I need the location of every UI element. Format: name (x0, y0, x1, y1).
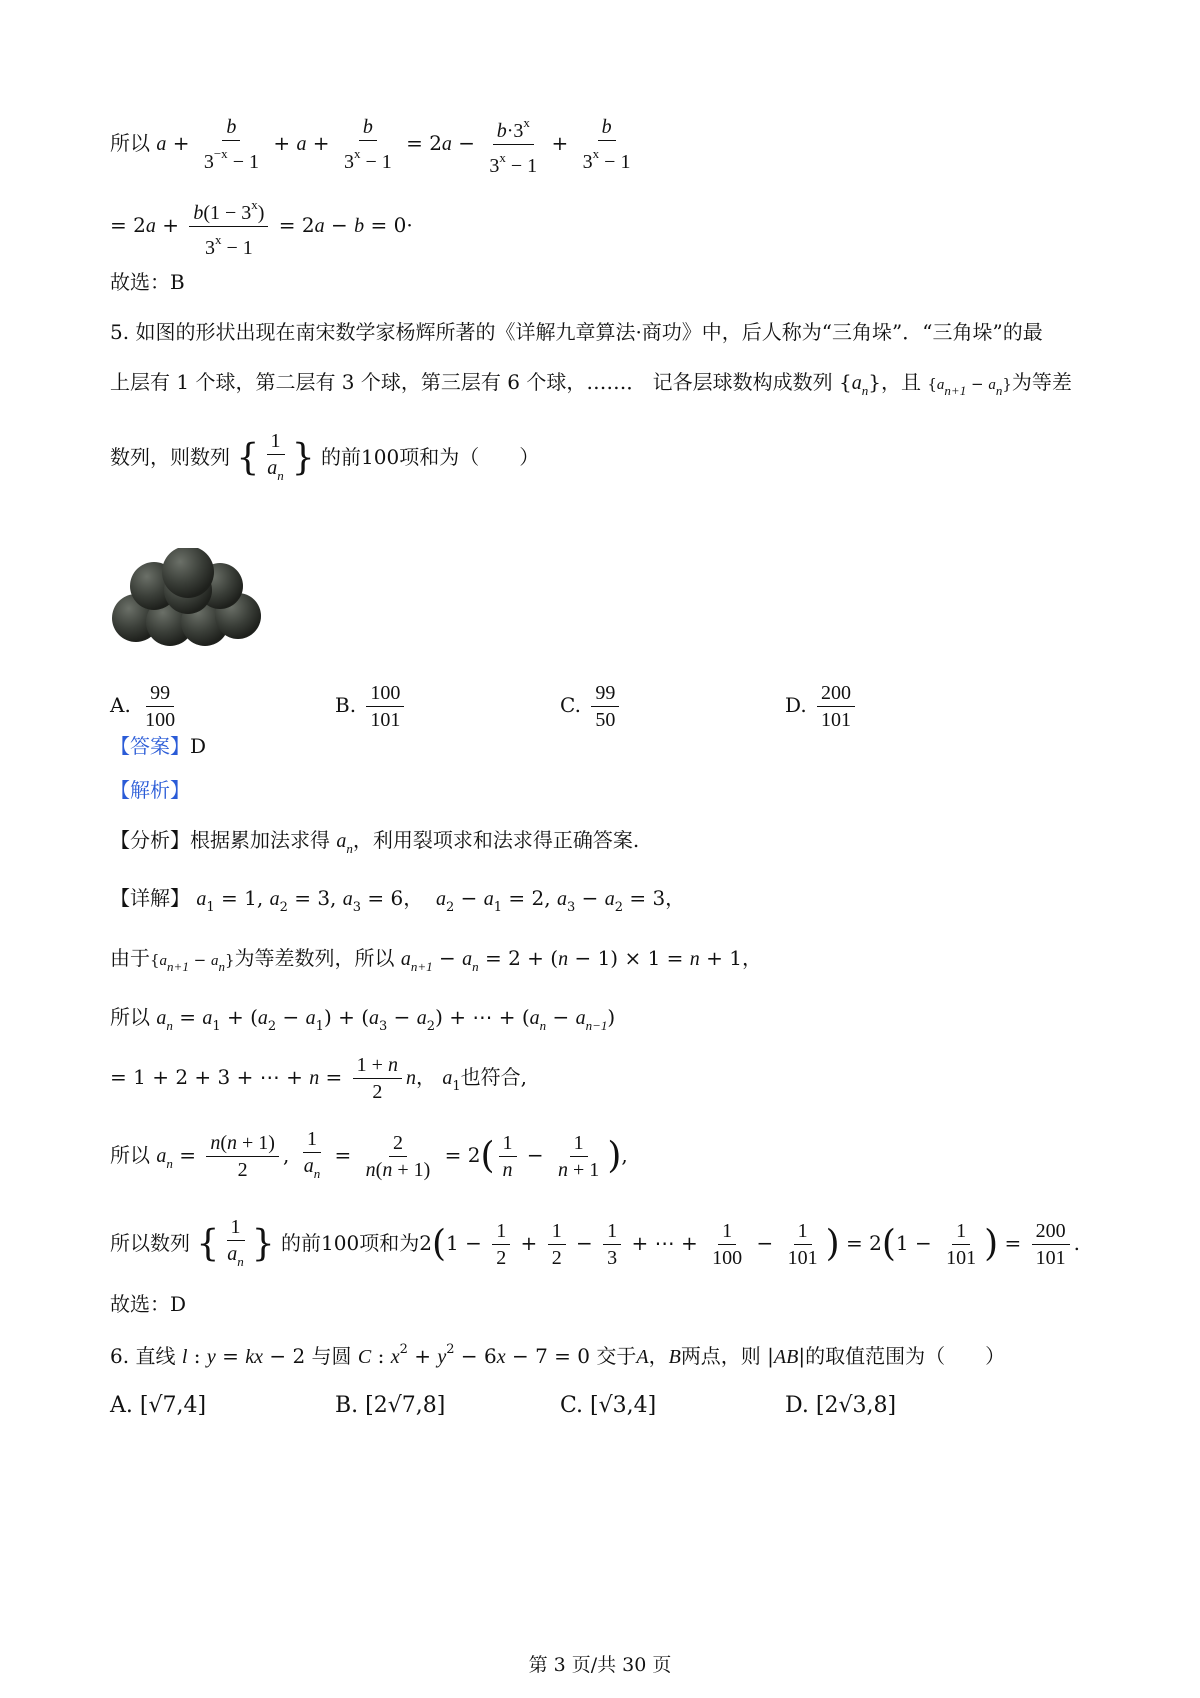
option-6d[interactable] (785, 1392, 896, 1420)
text: 【详解】 (110, 886, 190, 910)
denominator: 101 (370, 709, 401, 731)
option-c[interactable] (560, 680, 623, 733)
formula-line-2: = 2a + $\frac{b(1 - 3^x)}{3^x - 1}$ = 2a − b = 0· (110, 192, 413, 261)
sum-result-line: 所以数列 { $\frac{1}{a_n}$ } 的前100项和为2(1 − $\frac{1}{2}$ + $\frac{1}{2}$ − $\frac{1}{3}$ + ⋯ + $\frac{1}{100}$ − $\frac{1}{101}$ ) = 2(1 − $\frac{1}{101}$ ) = $\frac{200}{101}$ . (110, 1216, 1080, 1269)
text: ，利用裂项求和法求得正确答案. (352, 828, 640, 852)
formula-line-1: 所以 a + $\frac{b}{3^{-x} - 1}$ + a + $\frac{b}{3^x - 1}$ = 2a − $\frac{b\cdot 3^x}{3^x - 1}$ + $\frac{b}{3^x - 1}$ (110, 110, 638, 179)
text: 为等差数列，所以 (234, 946, 395, 970)
xiangjie-line: 【详解】 $a_1 = 1$, $a_2 = 3$, $a_3 = 6$， $a_2 - a_1 = 2$, $a_3 - a_2 = 3$， (110, 886, 686, 915)
text: 6. 直线 (110, 1344, 176, 1368)
option-label: D. (785, 693, 807, 717)
text: 所以 (110, 131, 150, 155)
option-label: B. (335, 693, 357, 717)
sum-line-1: 所以 $a_n = a_1 + (a_2 - a_1) + (a_3 - a_2)$ + ⋯ + $(a_n - a_{n-1})$ (110, 1005, 616, 1034)
answer-value: D (190, 734, 207, 758)
option-label: C. (560, 693, 581, 717)
numerator: 100 (366, 680, 404, 707)
text: 的前100项和为 (281, 1231, 420, 1255)
option-b[interactable] (335, 680, 408, 733)
option-label: A. (110, 1393, 133, 1418)
numerator: 200 (817, 680, 855, 707)
denominator: 50 (595, 709, 616, 731)
answer-tag: 【答案】 (110, 734, 190, 758)
option-a[interactable] (110, 680, 183, 733)
text: 所以 (110, 1005, 150, 1029)
fenxi-line: 【分析】根据累加法求得 $a_n$，利用裂项求和法求得正确答案. (110, 828, 640, 856)
answer-line (110, 732, 206, 760)
text: 的取值范围为（ ） (805, 1344, 1006, 1368)
option-6b[interactable] (335, 1392, 445, 1420)
numerator: 99 (591, 680, 619, 707)
option-6a[interactable] (110, 1392, 206, 1420)
numerator: 99 (146, 680, 174, 707)
choice-b-line: 故选：B (110, 270, 185, 294)
sum-line-2: = 1 + 2 + 3 + ⋯ + n = $\frac{1 + n}{2}$ n， $a_1$也符合, (110, 1054, 527, 1103)
text: 所以 (110, 1143, 150, 1167)
text: 的前100项和为（ ） (321, 445, 540, 469)
denominator: 100 (145, 709, 176, 731)
text: 所以数列 (110, 1231, 190, 1255)
choice-d-line: 故选：D (110, 1292, 187, 1316)
question-5-line-2: 上层有 1 个球，第二层有 3 个球，第三层有 6 个球，……． 记各层球数构成数列 $\{a_n\}$，且 {an+1 − an}为等差 (110, 370, 1072, 398)
option-6c[interactable] (560, 1392, 656, 1420)
option-label: D. (785, 1393, 809, 1418)
option-label: B. (335, 1393, 359, 1418)
text: 由于 (110, 946, 150, 970)
page-footer: 第 3 页/共 30 页 (528, 1654, 672, 1676)
text: 上层有 1 个球，第二层有 3 个球，第三层有 6 个球，……． 记各层球数构成数列 (110, 370, 833, 394)
triangle-stack-image (110, 548, 270, 648)
question-6-line: 6. 直线 l : y = kx − 2 与圆 C : $x^2 + y^2 - 6x - 7 = 0$ 交于A，B两点，则 |AB|的取值范围为（ ） (110, 1342, 1006, 1368)
text: ，且 (881, 370, 922, 394)
option-text: [√3,4] (590, 1393, 657, 1418)
question-5-line-3: 数列，则数列 { $\frac{1}{a_n}$ } 的前100项和为（ ） (110, 430, 540, 483)
question-5-line-1: 5. 如图的形状出现在南宋数学家杨辉所著的《详解九章算法·商功》中，后人称为“三角垛”．“三角垛”的最 (110, 320, 1043, 344)
youyu-line: 由于{an+1 − an}为等差数列，所以 $a_{n+1} - a_n = 2 + (n - 1) \times 1 = n + 1$， (110, 946, 762, 974)
option-label: A. (110, 693, 131, 717)
text: 交于 (596, 1344, 637, 1368)
text: 为等差 (1011, 370, 1072, 394)
denominator: 101 (821, 709, 852, 731)
text: 也符合, (460, 1065, 527, 1089)
an-formula-line: 所以 $a_n$ = $\frac{n(n + 1)}{2}$ , $\frac{1}{a_n}$ = $\frac{2}{n(n + 1)}$ = 2( $\frac{1}{n}$ − $\frac{1}{n + 1}$ ), (110, 1128, 628, 1181)
option-text: [2√3,8] (815, 1393, 897, 1418)
option-d[interactable] (785, 680, 859, 733)
text: 数列，则数列 (110, 445, 230, 469)
option-label: C. (560, 1393, 584, 1418)
analysis-tag: 【解析】 (110, 778, 190, 802)
text: 两点，则 (680, 1344, 761, 1368)
text: 与圆 (311, 1344, 352, 1368)
text: 【分析】根据累加法求得 (110, 828, 330, 852)
option-text: [√7,4] (139, 1393, 207, 1418)
option-text: [2√7,8] (365, 1393, 446, 1418)
